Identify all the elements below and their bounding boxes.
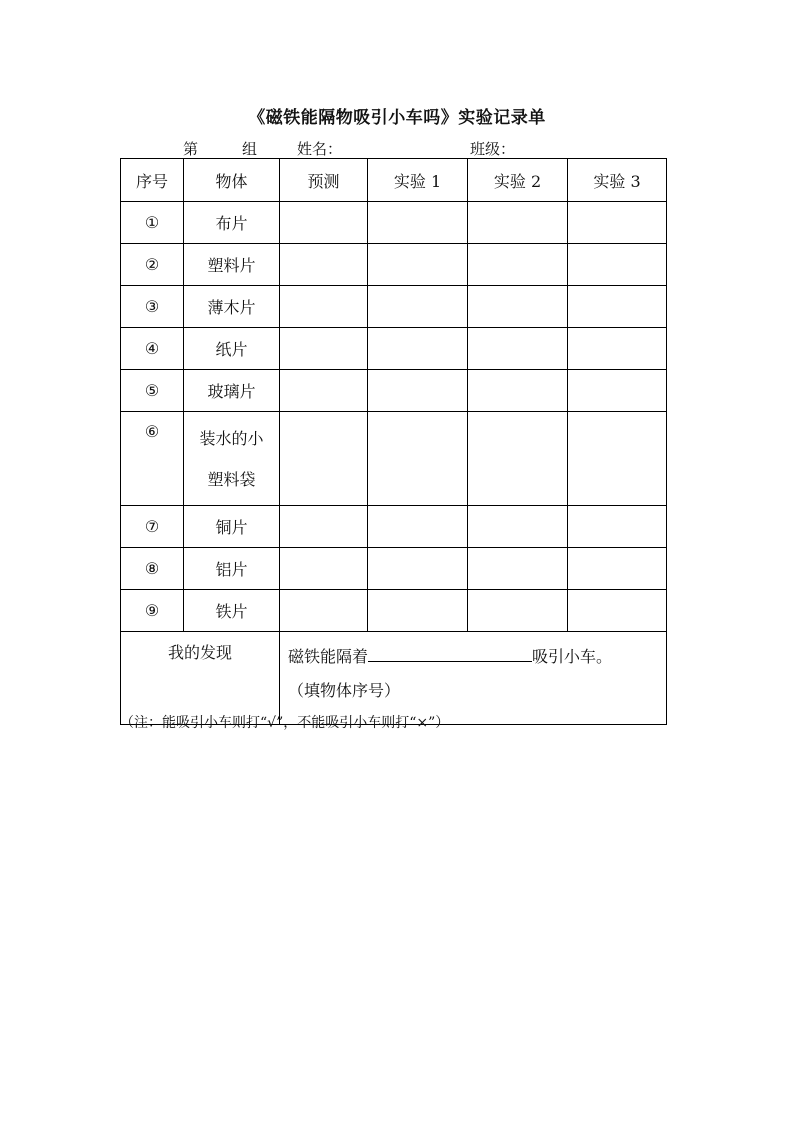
trial-2-cell[interactable] xyxy=(468,202,568,244)
header-trial-3: 实验 3 xyxy=(568,159,667,202)
row-object: 铁片 xyxy=(184,590,280,632)
group-number-blank[interactable] xyxy=(198,142,242,159)
prediction-cell[interactable] xyxy=(280,202,368,244)
record-table xyxy=(120,158,667,725)
header-index: 序号 xyxy=(121,159,184,202)
trial-3-cell[interactable] xyxy=(568,328,667,370)
trial-1-cell[interactable] xyxy=(368,370,468,412)
row-object: 薄木片 xyxy=(184,286,280,328)
row-number: ② xyxy=(121,244,184,286)
prediction-cell[interactable] xyxy=(280,590,368,632)
class-blank[interactable] xyxy=(515,142,603,159)
footnote: （注：能吸引小车则打“√”，不能吸引小车则打“×”） xyxy=(120,715,450,731)
trial-1-cell[interactable] xyxy=(368,506,468,548)
row-object: 铜片 xyxy=(184,506,280,548)
trial-2-cell[interactable] xyxy=(468,412,568,506)
finding-blank[interactable] xyxy=(368,643,532,662)
trial-2-cell[interactable] xyxy=(468,590,568,632)
finding-row xyxy=(121,632,667,725)
table-row xyxy=(121,412,667,506)
prediction-cell[interactable] xyxy=(280,370,368,412)
prediction-cell[interactable] xyxy=(280,328,368,370)
class-label: 班级： xyxy=(470,140,516,158)
table-header-row xyxy=(121,159,667,202)
trial-1-cell[interactable] xyxy=(368,202,468,244)
prediction-cell[interactable] xyxy=(280,506,368,548)
trial-1-cell[interactable] xyxy=(368,328,468,370)
student-info-line xyxy=(183,138,603,159)
trial-3-cell[interactable] xyxy=(568,202,667,244)
row-object: 铝片 xyxy=(184,548,280,590)
row-object-line-1: 装水的小 xyxy=(199,428,264,448)
group-suffix: 组 xyxy=(242,140,258,158)
row-object xyxy=(184,412,280,506)
finding-content xyxy=(280,632,667,725)
header-trial-1: 实验 1 xyxy=(368,159,468,202)
row-number: ④ xyxy=(121,328,184,370)
finding-prefix: 磁铁能隔着 xyxy=(288,647,369,666)
trial-1-cell[interactable] xyxy=(368,244,468,286)
prediction-cell[interactable] xyxy=(280,286,368,328)
trial-3-cell[interactable] xyxy=(568,244,667,286)
trial-1-cell[interactable] xyxy=(368,286,468,328)
table-row xyxy=(121,370,667,412)
trial-1-cell[interactable] xyxy=(368,412,468,506)
trial-3-cell[interactable] xyxy=(568,548,667,590)
row-object-line-2: 塑料袋 xyxy=(207,469,256,489)
header-prediction: 预测 xyxy=(280,159,368,202)
trial-2-cell[interactable] xyxy=(468,244,568,286)
name-label: 姓名： xyxy=(297,140,343,158)
trial-3-cell[interactable] xyxy=(568,590,667,632)
page-title: 《磁铁能隔物吸引小车吗》实验记录单 xyxy=(248,108,546,128)
trial-1-cell[interactable] xyxy=(368,548,468,590)
trial-2-cell[interactable] xyxy=(468,286,568,328)
prediction-cell[interactable] xyxy=(280,548,368,590)
trial-3-cell[interactable] xyxy=(568,412,667,506)
trial-3-cell[interactable] xyxy=(568,370,667,412)
table-row xyxy=(121,506,667,548)
row-number: ⑤ xyxy=(121,370,184,412)
row-number: ③ xyxy=(121,286,184,328)
table-row xyxy=(121,548,667,590)
row-number: ⑦ xyxy=(121,506,184,548)
row-number: ⑧ xyxy=(121,548,184,590)
table-row xyxy=(121,286,667,328)
name-blank[interactable] xyxy=(342,142,430,159)
table-row xyxy=(121,244,667,286)
trial-3-cell[interactable] xyxy=(568,286,667,328)
trial-1-cell[interactable] xyxy=(368,590,468,632)
row-object: 布片 xyxy=(184,202,280,244)
group-prefix: 第 xyxy=(183,140,199,158)
trial-3-cell[interactable] xyxy=(568,506,667,548)
trial-2-cell[interactable] xyxy=(468,548,568,590)
row-number: ⑥ xyxy=(121,412,184,506)
row-number: ① xyxy=(121,202,184,244)
header-object: 物体 xyxy=(184,159,280,202)
finding-hint: （填物体序号） xyxy=(288,681,401,700)
trial-2-cell[interactable] xyxy=(468,328,568,370)
row-object: 塑料片 xyxy=(184,244,280,286)
header-trial-2: 实验 2 xyxy=(468,159,568,202)
table-row xyxy=(121,202,667,244)
prediction-cell[interactable] xyxy=(280,244,368,286)
table-row xyxy=(121,590,667,632)
row-object: 玻璃片 xyxy=(184,370,280,412)
row-object: 纸片 xyxy=(184,328,280,370)
finding-label: 我的发现 xyxy=(121,632,280,725)
table-row xyxy=(121,328,667,370)
trial-2-cell[interactable] xyxy=(468,506,568,548)
trial-2-cell[interactable] xyxy=(468,370,568,412)
prediction-cell[interactable] xyxy=(280,412,368,506)
finding-suffix: 吸引小车。 xyxy=(532,647,613,666)
row-number: ⑨ xyxy=(121,590,184,632)
